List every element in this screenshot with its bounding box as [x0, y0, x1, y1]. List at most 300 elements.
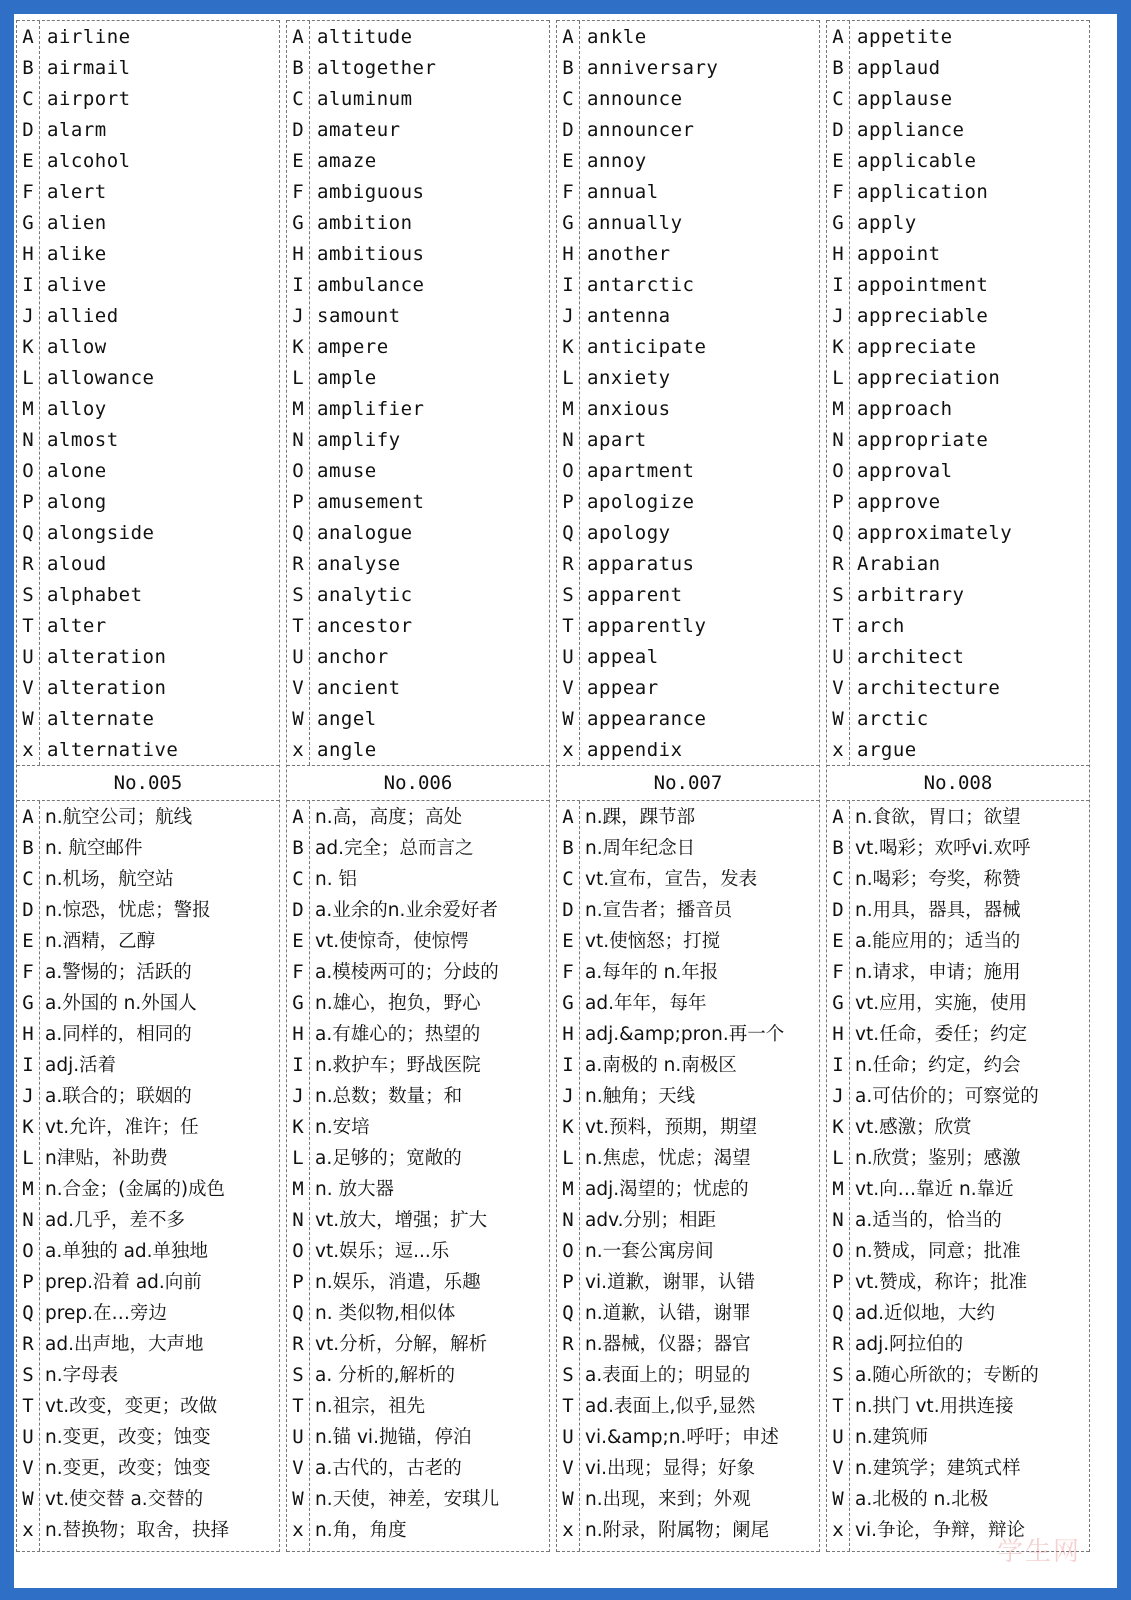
- word-row: [557, 580, 819, 611]
- definition-row: [827, 1174, 1089, 1205]
- word-row: [827, 332, 1089, 363]
- word-row: [287, 580, 549, 611]
- word-row: [287, 518, 549, 549]
- english-word: appendix: [587, 739, 683, 761]
- english-word: approach: [857, 398, 953, 420]
- row-letter: D: [832, 119, 844, 141]
- chinese-definition: vi.出现；显得；好象: [585, 1458, 755, 1479]
- row-letter: R: [562, 1333, 574, 1355]
- row-letter: F: [292, 961, 304, 983]
- row-letter: x: [292, 739, 304, 761]
- row-letter: O: [562, 1240, 574, 1262]
- definition-list: [557, 800, 819, 1552]
- row-letter: E: [832, 930, 844, 952]
- row-letter: R: [562, 553, 574, 575]
- chinese-definition: vt.使恼怒；打搅: [585, 931, 721, 952]
- word-row: [287, 673, 549, 704]
- chinese-definition: n. 类似物,相似体: [315, 1303, 456, 1324]
- chinese-definition: n.宣告者；播音员: [585, 900, 733, 921]
- row-letter: G: [22, 212, 34, 234]
- row-letter: B: [292, 837, 304, 859]
- row-letter: U: [832, 646, 844, 668]
- chinese-definition: a. 分析的,解析的: [315, 1365, 455, 1386]
- row-letter: R: [832, 1333, 844, 1355]
- row-letter: L: [832, 1147, 844, 1169]
- english-word: annual: [587, 181, 659, 203]
- chinese-definition: vt.赞成，称许；批准: [855, 1272, 1028, 1293]
- row-letter: U: [22, 646, 34, 668]
- list-number: No.005: [113, 772, 183, 794]
- english-word: ambiguous: [317, 181, 425, 203]
- row-letter: K: [292, 1116, 304, 1138]
- english-word: alarm: [47, 119, 107, 141]
- chinese-definition: a.警惕的；活跃的: [45, 962, 192, 983]
- definition-row: [557, 1174, 819, 1205]
- chinese-definition: n.出现，来到；外观: [585, 1489, 751, 1510]
- definition-row: [557, 1236, 819, 1267]
- definition-row: [17, 1236, 279, 1267]
- row-letter: C: [562, 88, 574, 110]
- definition-row: [827, 864, 1089, 895]
- chinese-definition: vt.使惊奇，使惊愕: [315, 931, 469, 952]
- definition-row: [557, 926, 819, 957]
- row-letter: S: [562, 1364, 574, 1386]
- word-row: [17, 735, 279, 766]
- chinese-definition: n.天使，神差，安琪儿: [315, 1489, 500, 1510]
- word-row: [557, 115, 819, 146]
- row-letter: U: [292, 646, 304, 668]
- row-letter: F: [292, 181, 304, 203]
- row-letter: C: [562, 868, 574, 890]
- english-word: alternative: [47, 739, 179, 761]
- chinese-definition: a.表面上的；明显的: [585, 1365, 751, 1386]
- row-letter: O: [562, 460, 574, 482]
- row-letter: D: [22, 899, 34, 921]
- english-word: amateur: [317, 119, 401, 141]
- chinese-definition: a.有雄心的；热望的: [315, 1024, 481, 1045]
- definition-row: [557, 802, 819, 833]
- english-word: annoy: [587, 150, 647, 172]
- chinese-definition: vt.允许，准许；任: [45, 1117, 199, 1138]
- chinese-definition: n.机场，航空站: [45, 869, 174, 890]
- english-word: apparent: [587, 584, 683, 606]
- row-letter: E: [832, 150, 844, 172]
- english-word: application: [857, 181, 989, 203]
- row-letter: P: [832, 491, 844, 513]
- row-letter: T: [22, 615, 34, 637]
- english-word: apart: [587, 429, 647, 451]
- chinese-definition: n.附录，附属物；阑尾: [585, 1520, 770, 1541]
- english-word: alert: [47, 181, 107, 203]
- row-letter: M: [22, 1178, 34, 1200]
- word-row: [557, 239, 819, 270]
- english-word: announcer: [587, 119, 695, 141]
- definition-row: [557, 1143, 819, 1174]
- row-letter: x: [562, 1519, 574, 1541]
- row-letter: J: [832, 305, 844, 327]
- english-word: anxiety: [587, 367, 671, 389]
- row-letter: Q: [22, 522, 34, 544]
- row-letter: B: [832, 837, 844, 859]
- word-row: [557, 84, 819, 115]
- row-letter: H: [562, 1023, 574, 1045]
- word-row: [557, 270, 819, 301]
- chinese-definition: a.外国的 n.外国人: [45, 993, 197, 1014]
- definition-row: [17, 1391, 279, 1422]
- row-letter: M: [562, 1178, 574, 1200]
- row-letter: N: [832, 429, 844, 451]
- english-word: ambition: [317, 212, 413, 234]
- english-word: appreciation: [857, 367, 1001, 389]
- english-word: ancient: [317, 677, 401, 699]
- english-word: amusement: [317, 491, 425, 513]
- english-word: apology: [587, 522, 671, 544]
- definition-row: [827, 1267, 1089, 1298]
- word-row: [827, 53, 1089, 84]
- chinese-definition: n.字母表: [45, 1365, 119, 1386]
- chinese-definition: ad.几乎，差不多: [45, 1210, 185, 1231]
- row-letter: U: [562, 1426, 574, 1448]
- word-row: [827, 177, 1089, 208]
- definition-row: [287, 1515, 549, 1546]
- word-row: [557, 642, 819, 673]
- word-row: [827, 115, 1089, 146]
- word-list: [287, 20, 549, 766]
- row-letter: A: [22, 26, 34, 48]
- english-word: alike: [47, 243, 107, 265]
- row-letter: C: [292, 88, 304, 110]
- word-row: [287, 53, 549, 84]
- english-word: anticipate: [587, 336, 707, 358]
- english-word: angle: [317, 739, 377, 761]
- row-letter: O: [832, 460, 844, 482]
- english-word: amaze: [317, 150, 377, 172]
- definition-row: [17, 1050, 279, 1081]
- row-letter: T: [832, 1395, 844, 1417]
- chinese-definition: vi.&amp;n.呼吁；申述: [585, 1427, 779, 1448]
- row-letter: S: [832, 1364, 844, 1386]
- english-word: appoint: [857, 243, 941, 265]
- row-letter: W: [292, 708, 304, 730]
- row-letter: Q: [562, 522, 574, 544]
- english-word: apparatus: [587, 553, 695, 575]
- word-row: [557, 611, 819, 642]
- definition-row: [557, 1112, 819, 1143]
- chinese-definition: n.请求，申请；施用: [855, 962, 1021, 983]
- definition-row: [557, 1298, 819, 1329]
- row-letter: M: [562, 398, 574, 420]
- english-word: arch: [857, 615, 905, 637]
- definition-row: [827, 1019, 1089, 1050]
- row-letter: L: [562, 367, 574, 389]
- row-letter: Q: [562, 1302, 574, 1324]
- english-word: amplify: [317, 429, 401, 451]
- word-row: [17, 611, 279, 642]
- english-word: approval: [857, 460, 953, 482]
- row-letter: K: [562, 1116, 574, 1138]
- word-row: [557, 549, 819, 580]
- row-letter: W: [22, 708, 34, 730]
- definition-row: [287, 1174, 549, 1205]
- definition-row: [827, 957, 1089, 988]
- list-number: No.008: [923, 772, 993, 794]
- row-letter: O: [292, 460, 304, 482]
- chinese-definition: n.雄心，抱负，野心: [315, 993, 481, 1014]
- word-row: [287, 394, 549, 425]
- chinese-definition: n.总数；数量；和: [315, 1086, 463, 1107]
- english-word: antarctic: [587, 274, 695, 296]
- list-number: No.006: [383, 772, 453, 794]
- row-letter: V: [562, 1457, 574, 1479]
- word-row: [287, 239, 549, 270]
- word-row: [287, 549, 549, 580]
- watermark: 学生网: [996, 1537, 1081, 1567]
- row-letter: G: [292, 212, 304, 234]
- row-letter: N: [292, 429, 304, 451]
- row-letter: E: [562, 930, 574, 952]
- row-letter: B: [22, 837, 34, 859]
- chinese-definition: ad.近似地，大约: [855, 1303, 995, 1324]
- row-letter: L: [292, 1147, 304, 1169]
- row-letter: F: [832, 181, 844, 203]
- word-row: [287, 332, 549, 363]
- word-row: [287, 301, 549, 332]
- row-letter: C: [832, 868, 844, 890]
- row-letter: J: [292, 305, 304, 327]
- word-row: [17, 425, 279, 456]
- english-word: appointment: [857, 274, 989, 296]
- definition-row: [827, 1236, 1089, 1267]
- row-letter: O: [832, 1240, 844, 1262]
- word-row: [827, 518, 1089, 549]
- word-row: [17, 301, 279, 332]
- definition-row: [827, 988, 1089, 1019]
- english-word: alive: [47, 274, 107, 296]
- definition-row: [557, 1329, 819, 1360]
- row-letter: I: [832, 1054, 844, 1076]
- row-letter: O: [22, 1240, 34, 1262]
- row-letter: I: [832, 274, 844, 296]
- chinese-definition: ad.完全；总而言之: [315, 838, 474, 859]
- definition-row: [287, 895, 549, 926]
- english-word: alcohol: [47, 150, 131, 172]
- definition-row: [287, 802, 549, 833]
- row-letter: x: [832, 1519, 844, 1541]
- definition-row: [827, 1298, 1089, 1329]
- word-row: [557, 53, 819, 84]
- row-letter: J: [832, 1085, 844, 1107]
- row-letter: P: [832, 1271, 844, 1293]
- word-row: [557, 456, 819, 487]
- row-letter: K: [22, 336, 34, 358]
- chinese-definition: prep.沿着 ad.向前: [45, 1272, 202, 1293]
- chinese-definition: vt.使交替 a.交替的: [45, 1489, 204, 1510]
- english-word: appliance: [857, 119, 965, 141]
- chinese-definition: n.惊恐，忧虑；警报: [45, 900, 211, 921]
- chinese-definition: a.同样的，相同的: [45, 1024, 192, 1045]
- definition-row: [287, 988, 549, 1019]
- word-row: [827, 642, 1089, 673]
- word-row: [17, 177, 279, 208]
- row-letter: T: [292, 1395, 304, 1417]
- english-word: altitude: [317, 26, 413, 48]
- chinese-definition: vi.道歉，谢罪，认错: [585, 1272, 755, 1293]
- word-row: [17, 673, 279, 704]
- word-column-2: [286, 20, 550, 1552]
- row-letter: D: [292, 119, 304, 141]
- definition-row: [17, 1484, 279, 1515]
- english-word: ampere: [317, 336, 389, 358]
- row-letter: M: [832, 1178, 844, 1200]
- english-word: appeal: [587, 646, 659, 668]
- english-word: argue: [857, 739, 917, 761]
- row-letter: S: [22, 1364, 34, 1386]
- word-row: [17, 270, 279, 301]
- row-letter: L: [292, 367, 304, 389]
- definition-row: [827, 1143, 1089, 1174]
- word-row: [287, 611, 549, 642]
- list-number: No.007: [653, 772, 723, 794]
- chinese-definition: a.能应用的；适当的: [855, 931, 1021, 952]
- word-row: [17, 642, 279, 673]
- definition-row: [827, 926, 1089, 957]
- english-word: analytic: [317, 584, 413, 606]
- row-letter: E: [562, 150, 574, 172]
- word-row: [557, 425, 819, 456]
- definition-row: [17, 802, 279, 833]
- row-letter: Q: [832, 522, 844, 544]
- definition-row: [17, 864, 279, 895]
- definition-row: [17, 1081, 279, 1112]
- row-letter: G: [22, 992, 34, 1014]
- row-letter: W: [562, 708, 574, 730]
- row-letter: V: [292, 677, 304, 699]
- row-letter: N: [562, 1209, 574, 1231]
- word-row: [557, 208, 819, 239]
- row-letter: R: [292, 553, 304, 575]
- chinese-definition: n.娱乐，消遣，乐趣: [315, 1272, 481, 1293]
- chinese-definition: n.锚 vi.抛锚，停泊: [315, 1427, 472, 1448]
- row-letter: M: [292, 1178, 304, 1200]
- definition-row: [17, 926, 279, 957]
- word-row: [557, 704, 819, 735]
- english-word: alone: [47, 460, 107, 482]
- word-row: [557, 301, 819, 332]
- row-letter: A: [292, 806, 304, 828]
- definition-row: [557, 1453, 819, 1484]
- chinese-definition: ad.表面上,似乎,显然: [585, 1396, 756, 1417]
- definition-row: [287, 1267, 549, 1298]
- row-letter: R: [292, 1333, 304, 1355]
- row-letter: T: [22, 1395, 34, 1417]
- definition-row: [287, 1422, 549, 1453]
- english-word: airport: [47, 88, 131, 110]
- word-row: [827, 84, 1089, 115]
- english-word: alongside: [47, 522, 155, 544]
- definition-row: [827, 1081, 1089, 1112]
- chinese-definition: vt.放大，增强；扩大: [315, 1210, 488, 1231]
- chinese-definition: adv.分别；相距: [585, 1210, 716, 1231]
- row-letter: K: [562, 336, 574, 358]
- row-letter: Q: [292, 522, 304, 544]
- row-letter: W: [562, 1488, 574, 1510]
- row-letter: K: [292, 336, 304, 358]
- english-word: alien: [47, 212, 107, 234]
- word-row: [827, 704, 1089, 735]
- chinese-definition: n.欣赏；鉴别；感激: [855, 1148, 1021, 1169]
- row-letter: U: [22, 1426, 34, 1448]
- english-word: appearance: [587, 708, 707, 730]
- row-letter: A: [832, 26, 844, 48]
- row-letter: P: [22, 1271, 34, 1293]
- word-row: [17, 84, 279, 115]
- row-letter: L: [832, 367, 844, 389]
- english-word: antenna: [587, 305, 671, 327]
- chinese-definition: n. 铝: [315, 869, 357, 890]
- english-word: arctic: [857, 708, 929, 730]
- chinese-definition: a.足够的；宽敞的: [315, 1148, 462, 1169]
- definition-row: [557, 1484, 819, 1515]
- word-row: [17, 394, 279, 425]
- word-row: [287, 735, 549, 766]
- row-letter: E: [292, 150, 304, 172]
- row-letter: I: [22, 274, 34, 296]
- definition-row: [17, 988, 279, 1019]
- english-word: ankle: [587, 26, 647, 48]
- row-letter: P: [22, 491, 34, 513]
- chinese-definition: adj.阿拉伯的: [855, 1334, 964, 1355]
- word-row: [827, 363, 1089, 394]
- word-row: [827, 735, 1089, 766]
- word-row: [557, 735, 819, 766]
- english-word: alloy: [47, 398, 107, 420]
- english-word: anxious: [587, 398, 671, 420]
- chinese-definition: n.变更，改变；蚀变: [45, 1427, 211, 1448]
- row-letter: H: [292, 243, 304, 265]
- english-word: apparently: [587, 615, 707, 637]
- english-word: amuse: [317, 460, 377, 482]
- row-letter: K: [832, 336, 844, 358]
- word-row: [827, 270, 1089, 301]
- row-letter: J: [22, 1085, 34, 1107]
- word-row: [827, 673, 1089, 704]
- definition-row: [17, 1515, 279, 1546]
- definition-row: [827, 1391, 1089, 1422]
- chinese-definition: a.可估价的；可察觉的: [855, 1086, 1039, 1107]
- english-word: Arabian: [857, 553, 941, 575]
- chinese-definition: a.业余的n.业余爱好者: [315, 900, 498, 921]
- english-word: almost: [47, 429, 119, 451]
- row-letter: S: [22, 584, 34, 606]
- word-row: [287, 363, 549, 394]
- chinese-definition: n.变更，改变；蚀变: [45, 1458, 211, 1479]
- row-letter: R: [22, 1333, 34, 1355]
- row-letter: F: [562, 961, 574, 983]
- word-row: [287, 487, 549, 518]
- definition-row: [557, 1081, 819, 1112]
- word-row: [557, 177, 819, 208]
- word-column-3: [556, 20, 820, 1552]
- definition-row: [287, 1050, 549, 1081]
- english-word: alter: [47, 615, 107, 637]
- english-word: airmail: [47, 57, 131, 79]
- definition-list: [17, 800, 279, 1552]
- row-letter: B: [22, 57, 34, 79]
- word-row: [287, 704, 549, 735]
- row-letter: R: [832, 553, 844, 575]
- word-row: [827, 456, 1089, 487]
- row-letter: W: [832, 708, 844, 730]
